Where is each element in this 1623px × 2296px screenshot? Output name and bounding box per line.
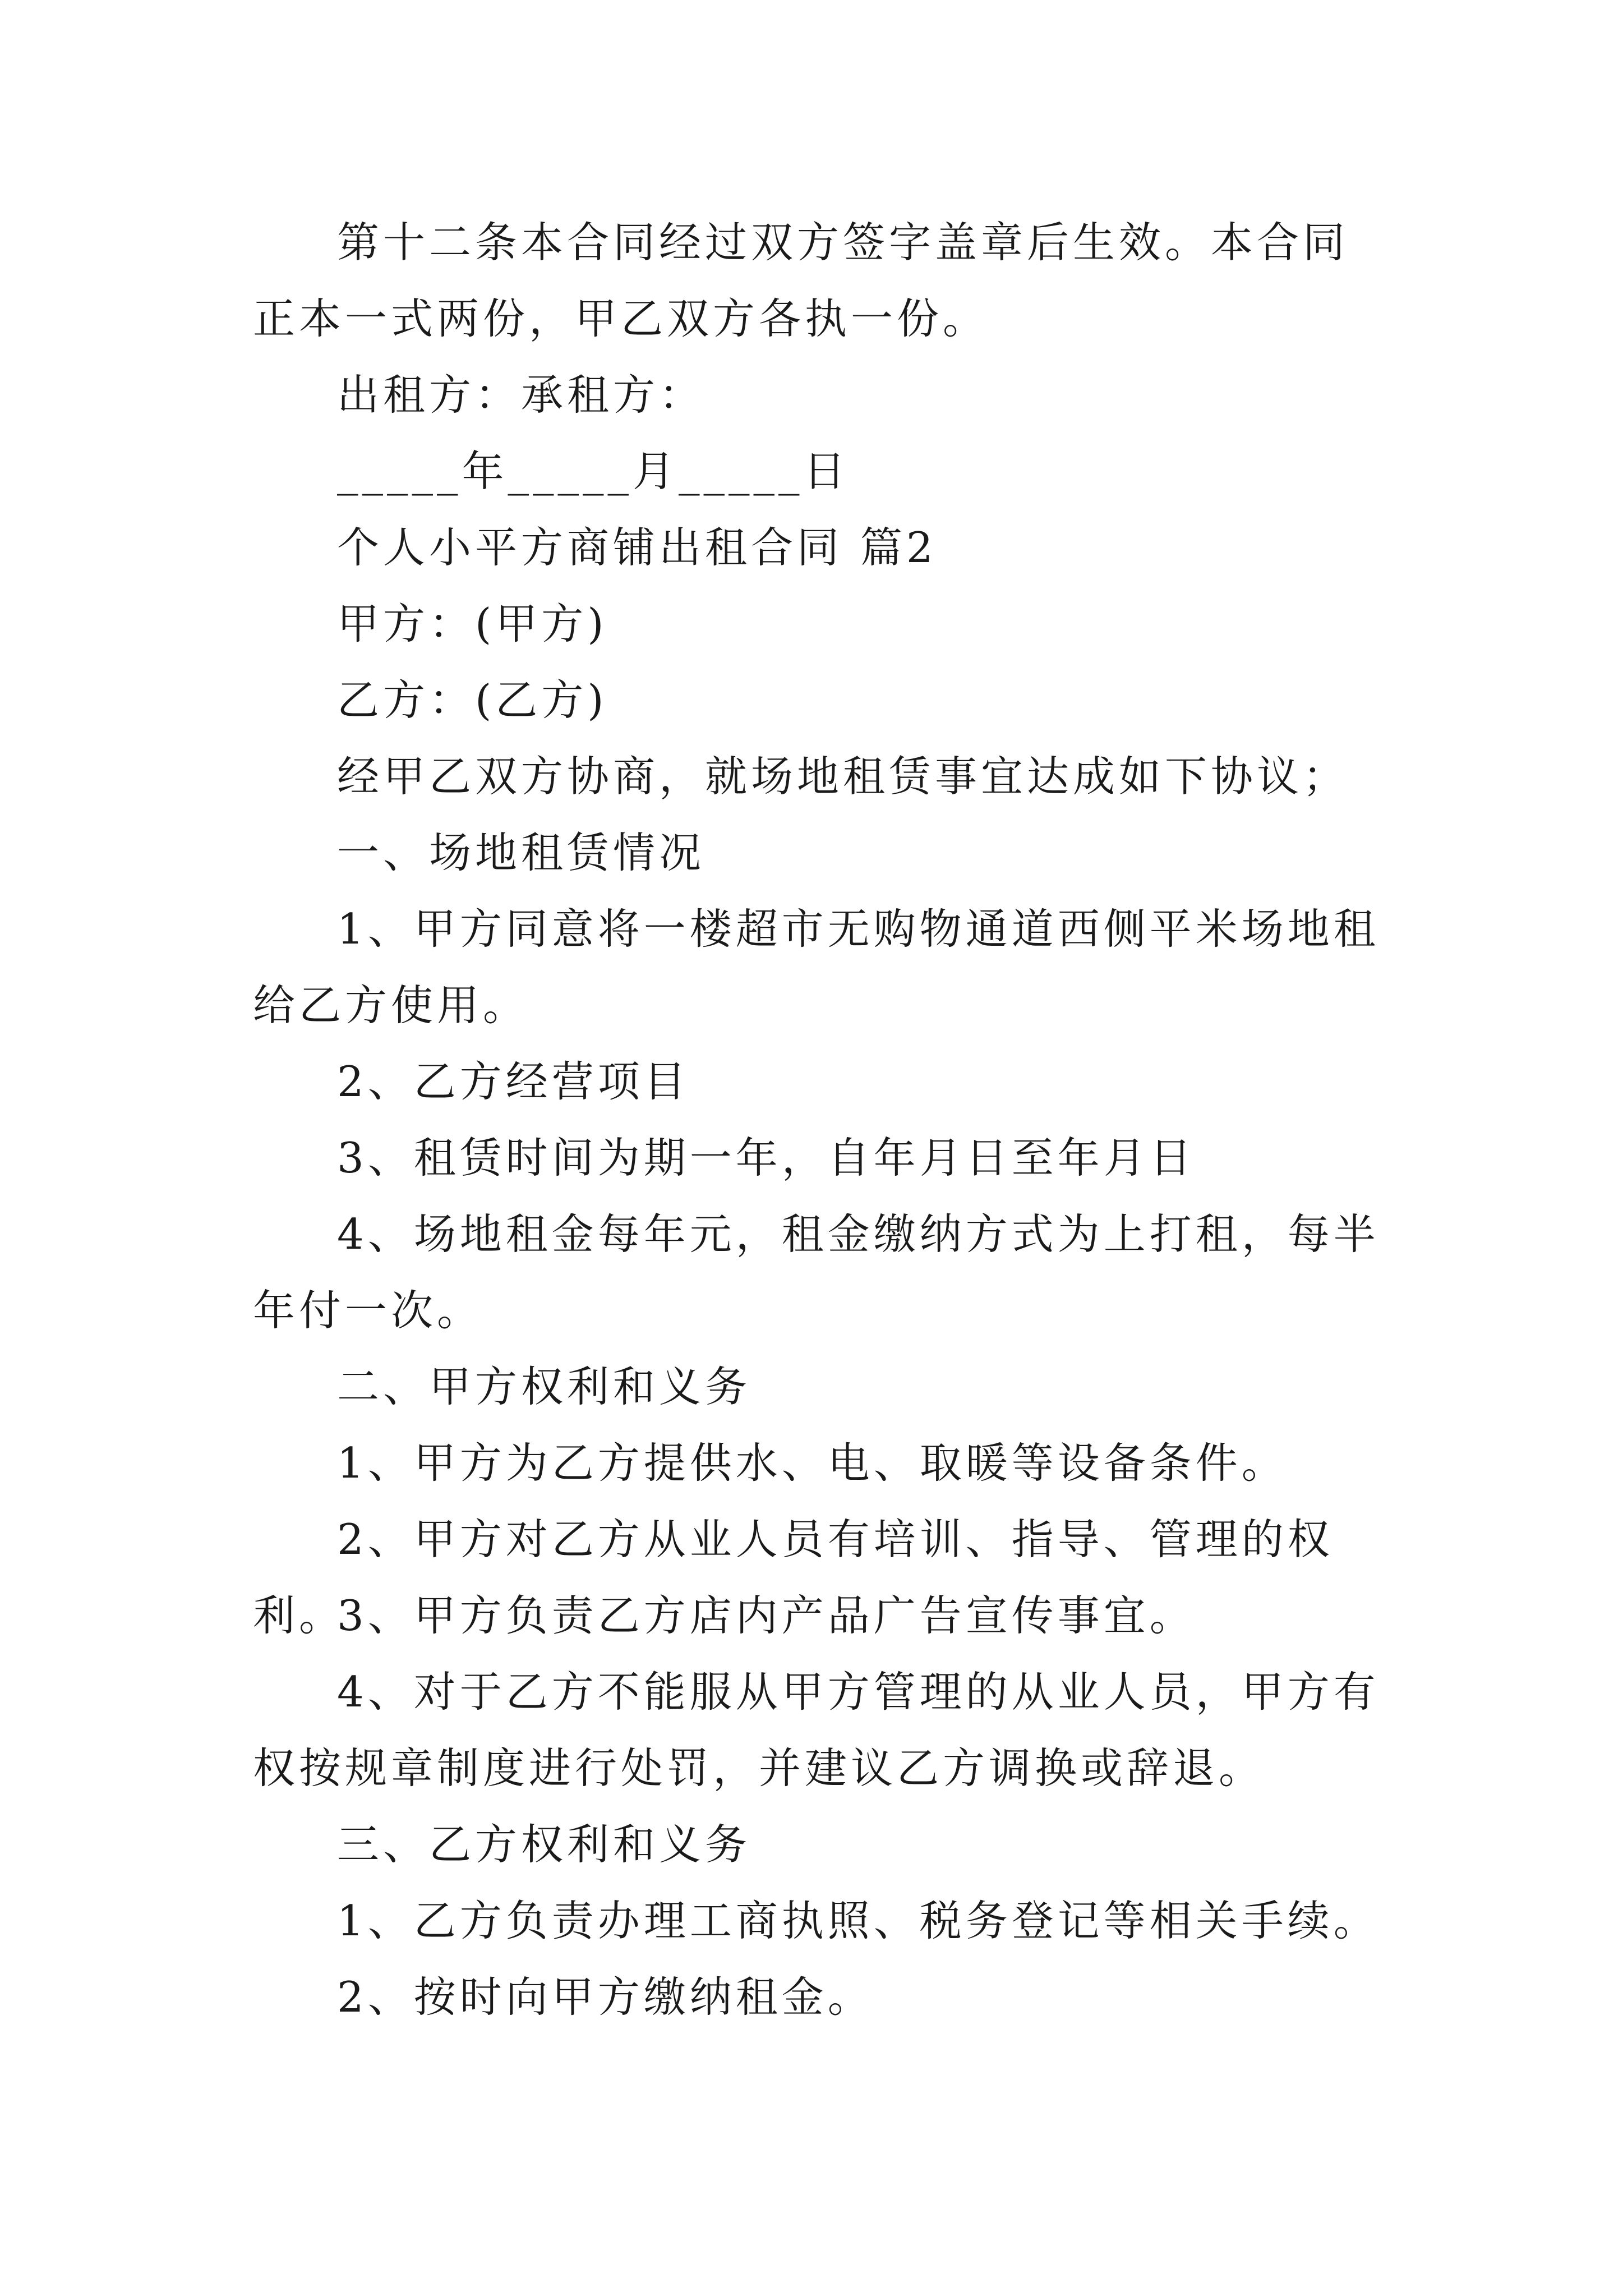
signature-parties-line: 出租方：承租方： [337,370,706,420]
date-blank-line: _____年_____月_____日 [337,447,850,496]
contract-section-title: 个人小平方商铺出租合同 篇2 [337,523,937,572]
section-three-heading: 三、乙方权利和义务 [337,1820,751,1869]
section-one-item-1: 1、甲方同意将一楼超市无购物通道西侧平米场地租给乙方使用。 [253,904,1380,1030]
section-two-heading: 二、甲方权利和义务 [337,1362,751,1411]
clause-twelve-paragraph: 第十二条本合同经过双方签字盖章后生效。本合同正本一式两份，甲乙双方各执一份。 [253,218,1349,343]
party-a-line: 甲方：(甲方) [337,599,608,648]
section-one-item-4: 4、场地租金每年元，租金缴纳方式为上打租，每半年付一次。 [253,1209,1380,1335]
agreement-intro-paragraph: 经甲乙双方协商，就场地租赁事宜达成如下协议； [337,752,1349,801]
section-one-heading: 一、场地租赁情况 [337,828,706,877]
section-two-item-4: 4、对于乙方不能服从甲方管理的从业人员，甲方有权按规章制度进行处罚，并建议乙方调换或辞退。 [253,1667,1380,1793]
party-b-line: 乙方：(乙方) [337,675,608,725]
section-two-item-1: 1、甲方为乙方提供水、电、取暖等设备条件。 [337,1438,1288,1488]
section-three-item-1: 1、乙方负责办理工商执照、税务登记等相关手续。 [337,1896,1380,1945]
section-two-item-3: 3、甲方负责乙方店内产品广告宣传事宜。 [337,1591,1196,1640]
section-two-item-2: 2、甲方对乙方从业人员有培训、指导、管理的权利。 [253,1515,1334,1640]
section-one-item-2: 2、乙方经营项目 [337,1057,690,1106]
section-three-item-2: 2、按时向甲方缴纳租金。 [337,1972,874,2022]
section-one-item-3: 3、租赁时间为期一年，自年月日至年月日 [337,1133,1196,1182]
